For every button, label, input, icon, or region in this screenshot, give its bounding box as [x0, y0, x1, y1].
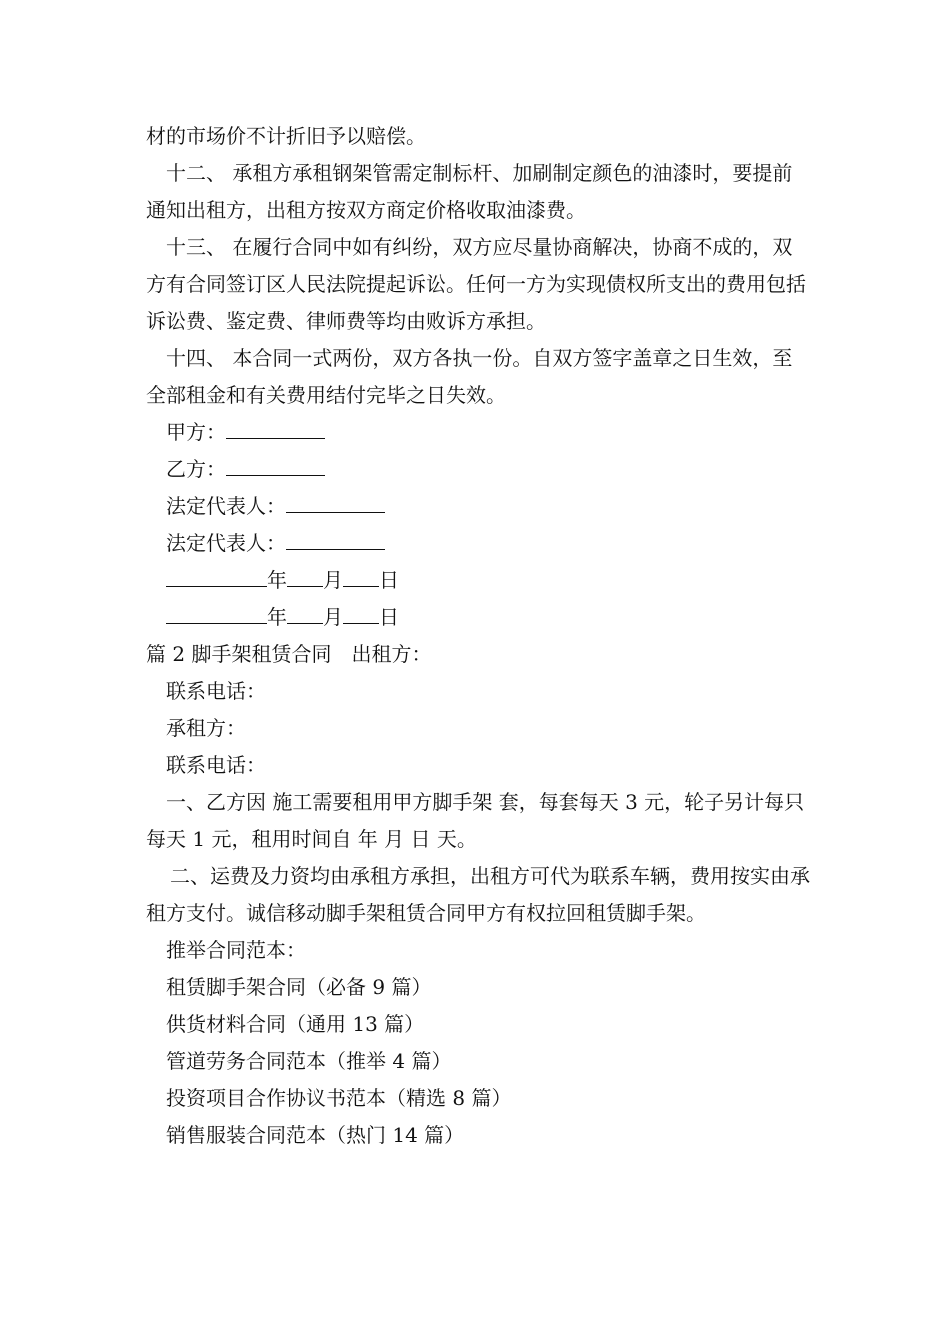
date-line-2: [146, 599, 811, 636]
party-b-label: 乙方：: [166, 457, 226, 481]
party-a-label: 甲方：: [166, 420, 226, 444]
contact-phone-2: 联系电话：: [166, 753, 266, 777]
document-body: [146, 118, 811, 1154]
section-2-heading: 篇 2 脚手架租赁合同 出租方：: [146, 642, 432, 666]
day-label: 日: [379, 568, 399, 592]
legal-rep-line-1: [146, 488, 811, 525]
blank-field: [287, 601, 323, 624]
clause-12: 十二、 承租方承租钢架管需定制标杆、加刷制定颜色的油漆时，要提前通知出租方，出租方按双方商定价格收取油漆费。: [146, 161, 793, 222]
party-b-line: [146, 451, 811, 488]
day-label: 日: [379, 605, 399, 629]
clause-14: 十四、 本合同一式两份，双方各执一份。自双方签字盖章之日生效，至全部租金和有关费用结付完毕之日失效。: [146, 346, 793, 407]
month-label: 月: [323, 605, 343, 629]
year-label: 年: [267, 568, 287, 592]
blank-field: [226, 453, 325, 476]
section-2-clause-1: 一、乙方因 施工需要租用甲方脚手架 套，每套每天 3 元，轮子另计每只每天 1 元，租用时间自 年 月 日 天。: [146, 790, 805, 851]
section-2-clause-2: 二、运费及力资均由承租方承担，出租方可代为联系车辆，费用按实由承租方支付。诚信移动脚手架租赁合同甲方有权拉回租赁脚手架。: [146, 864, 810, 925]
blank-field: [343, 601, 379, 624]
blank-field: [343, 564, 379, 587]
paragraph-continuation: 材的市场价不计折旧予以赔偿。: [146, 124, 426, 148]
party-a-line: [146, 414, 811, 451]
lessee-label: 承租方：: [166, 716, 246, 740]
blank-field: [166, 564, 267, 587]
clause-13: 十三、 在履行合同中如有纠纷，双方应尽量协商解决，协商不成的，双方有合同签订区人民法院提起诉讼。任何一方为实现债权所支出的费用包括诉讼费、鉴定费、律师费等均由败诉方承担。: [146, 235, 806, 333]
blank-field: [286, 527, 385, 550]
blank-field: [287, 564, 323, 587]
month-label: 月: [323, 568, 343, 592]
legal-rep-label: 法定代表人：: [166, 494, 286, 518]
blank-field: [226, 416, 325, 439]
recommend-link[interactable]: 销售服装合同范本（热门 14 篇）: [166, 1123, 465, 1147]
legal-rep-line-2: [146, 525, 811, 562]
recommend-link[interactable]: 供货材料合同（通用 13 篇）: [166, 1012, 425, 1036]
contact-phone-1: 联系电话：: [166, 679, 266, 703]
recommend-link[interactable]: 管道劳务合同范本（推举 4 篇）: [166, 1049, 452, 1073]
date-line-1: [146, 562, 811, 599]
recommend-link[interactable]: 投资项目合作协议书范本（精选 8 篇）: [166, 1086, 512, 1110]
recommend-link[interactable]: 租赁脚手架合同（必备 9 篇）: [166, 975, 432, 999]
legal-rep-label: 法定代表人：: [166, 531, 286, 555]
blank-field: [286, 490, 385, 513]
blank-field: [166, 601, 267, 624]
year-label: 年: [267, 605, 287, 629]
recommend-title: 推举合同范本：: [166, 938, 306, 962]
